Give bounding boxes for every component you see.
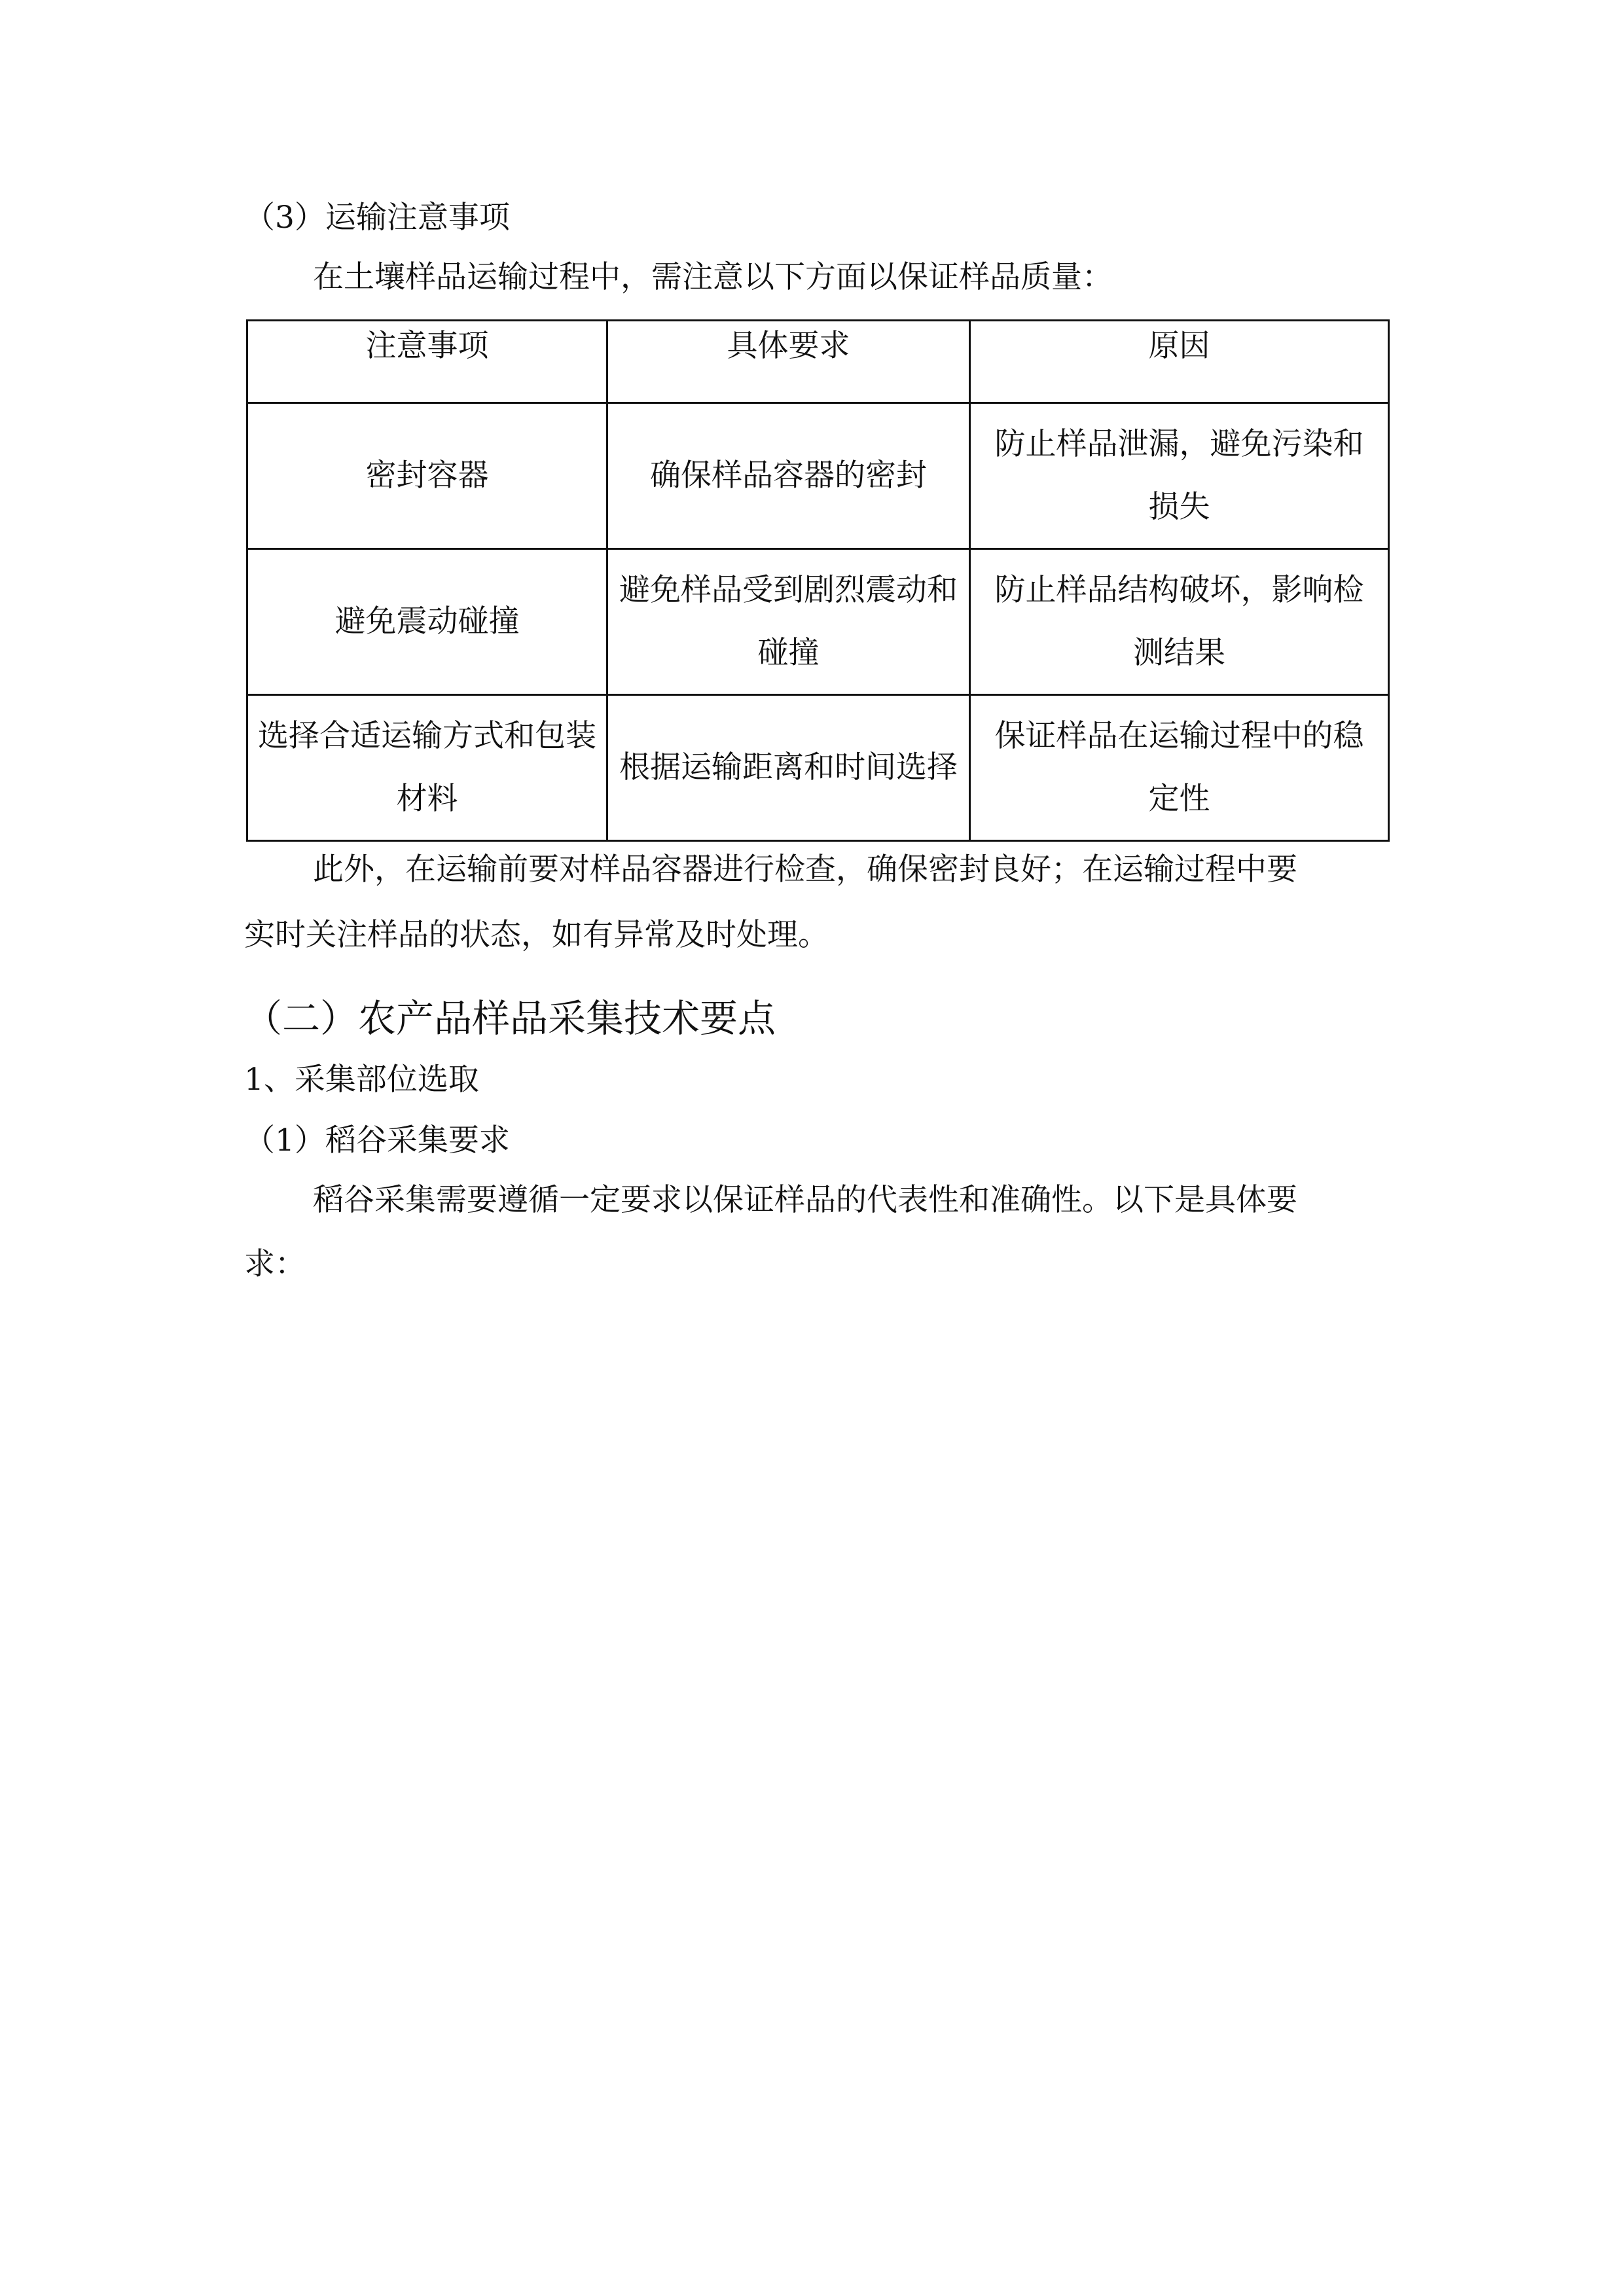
rice-paragraph-line: 求： — [244, 1246, 306, 1282]
table-cell: 根据运输距离和时间选择 — [607, 695, 970, 841]
intro-paragraph: 在土壤样品运输过程中，需注意以下方面以保证样品质量： — [313, 259, 1113, 295]
table-row — [247, 403, 1389, 549]
after-table-paragraph-line: 实时关注样品的状态，如有异常及时处理。 — [244, 917, 829, 953]
table-header-row — [247, 321, 1389, 403]
table-cell: 防止样品结构破坏，影响检测结果 — [970, 549, 1389, 695]
table-header-cell: 原因 — [970, 321, 1389, 403]
subheading-transport-notes: （3）运输注意事项 — [244, 200, 510, 236]
subheading-rice-requirements: （1）稻谷采集要求 — [244, 1122, 510, 1158]
table-row — [247, 695, 1389, 841]
table-cell: 选择合适运输方式和包装材料 — [247, 695, 607, 841]
table-cell: 确保样品容器的密封 — [607, 403, 970, 549]
table-cell: 避免样品受到剧烈震动和碰撞 — [607, 549, 970, 695]
section-heading: （二）农产品样品采集技术要点 — [244, 996, 776, 1041]
table-cell: 密封容器 — [247, 403, 607, 549]
transport-notes-table — [246, 319, 1388, 842]
table-header-cell: 注意事项 — [247, 321, 607, 403]
table-header-cell: 具体要求 — [607, 321, 970, 403]
rice-paragraph-line: 稻谷采集需要遵循一定要求以保证样品的代表性和准确性。以下是具体要 — [313, 1182, 1297, 1218]
table-row — [247, 549, 1389, 695]
subheading-sampling-part: 1、采集部位选取 — [244, 1062, 479, 1098]
table-cell: 保证样品在运输过程中的稳定性 — [970, 695, 1389, 841]
after-table-paragraph-line: 此外，在运输前要对样品容器进行检查，确保密封良好；在运输过程中要 — [313, 852, 1297, 888]
table-cell: 防止样品泄漏，避免污染和损失 — [970, 403, 1389, 549]
table-cell: 避免震动碰撞 — [247, 549, 607, 695]
